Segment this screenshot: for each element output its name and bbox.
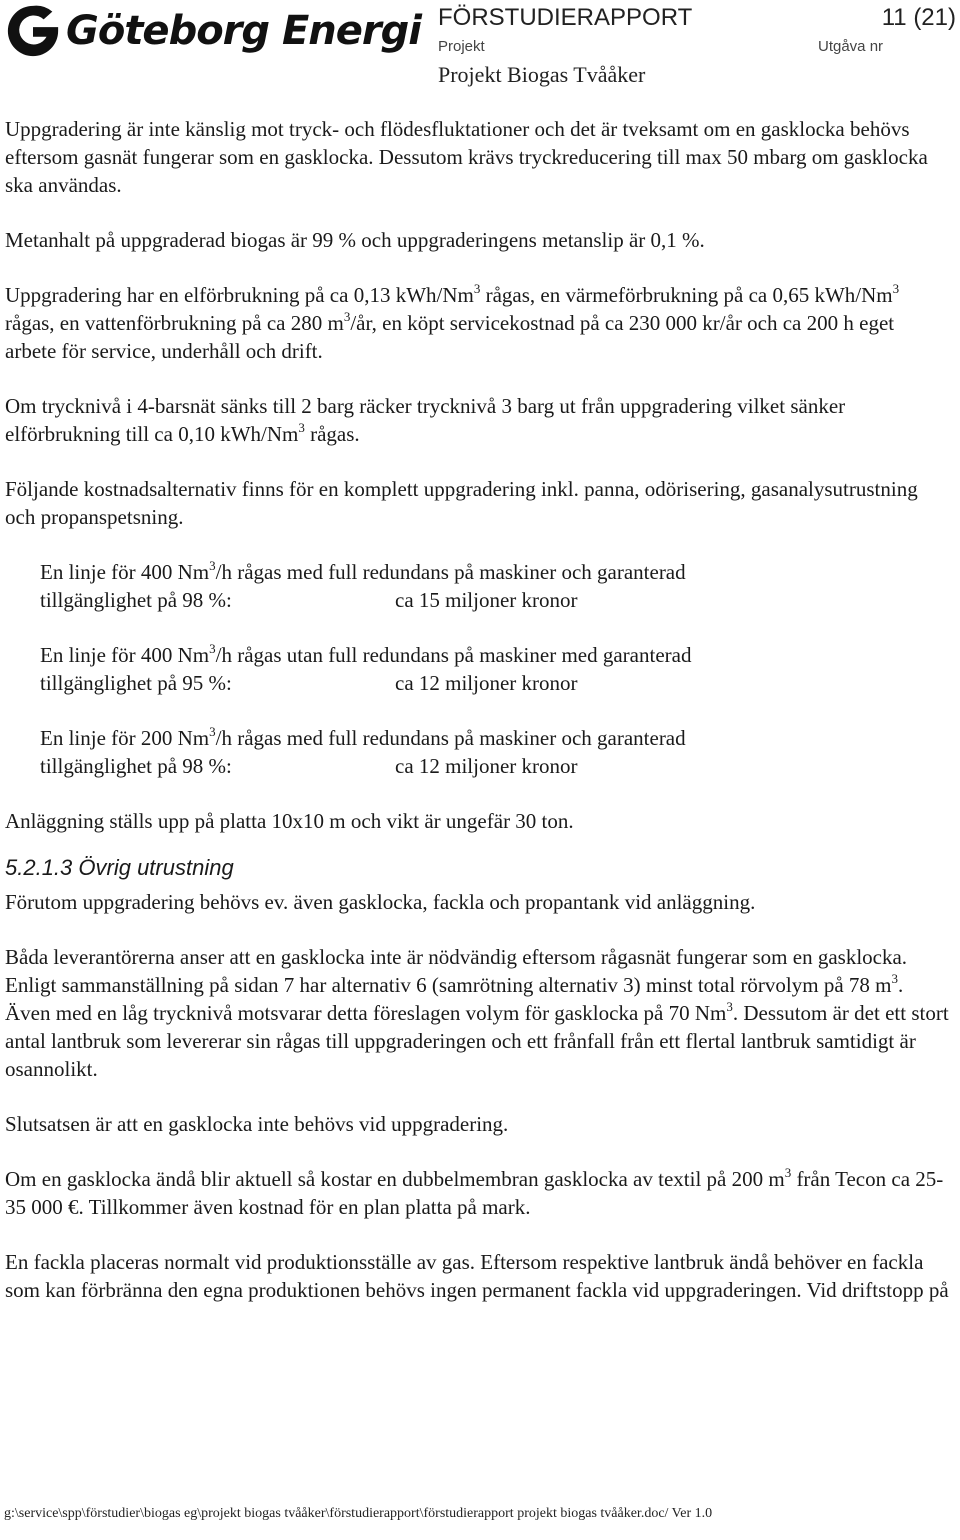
paragraph-pressure-level: Om trycknivå i 4-barsnät sänks till 2 barg räcker trycknivå 3 barg ut från uppgradering vilket sänker elförbrukning till ca 0,10 kWh/Nm$^3$ rågas. (5, 394, 846, 446)
document-type: FÖRSTUDIERAPPORT (438, 4, 693, 31)
paragraph-methane: Metanhalt på uppgraderad biogas är 99 % och uppgraderingens metanslip är 0,1 %. (5, 228, 705, 252)
document-body (5, 115, 950, 1331)
paragraph-installation: Anläggning ställs upp på platta 10x10 m och vikt är ungefär 30 ton. (5, 809, 574, 833)
paragraph-flare: En fackla placeras normalt vid produktionsställe av gas. Eftersom respektive lantbruk ändå behöver en fackla som kan förbränna den egna produktionen behövs ingen permanent fackla vid uppgraderingen. Vid driftstopp på (5, 1250, 949, 1302)
cost-value: ca 12 miljoner kronor (395, 671, 578, 695)
cost-value: ca 12 miljoner kronor (395, 754, 578, 778)
project-name: Projekt Biogas Tvååker (438, 62, 646, 87)
paragraph-consumption: Uppgradering har en elförbrukning på ca 0,13 kWh/Nm$^3$ rågas, en värmeförbrukning på ca 0,65 kWh/Nm$^3$ rågas, en vattenförbrukning på ca 280 $m^3/år$, en köpt servicekostnad på ca 230 000 kr/år och ca 200 h eget arbete för service, underhåll och drift. (5, 281, 900, 363)
logo-text: Göteborg Energi (66, 8, 421, 54)
cost-alternative-2: En linje för 400 Nm$^3$/h rågas utan full redundans på maskiner med garanterad tillgänglighet på 95 %: ca 12 miljoner kronor (40, 641, 692, 695)
paragraph-conclusion: Slutsatsen är att en gasklocka inte behövs vid uppgradering. (5, 1112, 509, 1136)
page-header (0, 0, 960, 100)
paragraph-suppliers: Båda leverantörerna anser att en gasklocka inte är nödvändig eftersom rågasnät fungerar som en gasklocka. Enligt sammanställning på sidan 7 har alternativ 6 (samrötning alternativ 3) minst total rörvolym på 78 $m^3$. Även med en låg trycknivå motsvarar detta föreslagen volym för gasklocka på 70 Nm$^3$. Dessutom är det ett stort antal lantbruk som levererar sin rågas till uppgraderingen och ett frånfall från ett flertal lantbruk samtidigt är osannolikt. (5, 945, 949, 1081)
cost-value: ca 15 miljoner kronor (395, 588, 578, 612)
project-label: Projekt (438, 38, 485, 55)
paragraph-cost-intro: Följande kostnadsalternativ finns för en komplett uppgradering inkl. panna, odörisering, gasanalysutrustning och propanspetsning. (5, 477, 918, 529)
edition-label: Utgåva nr (818, 38, 884, 55)
cost-alternative-3: En linje för 200 Nm$^3$/h rågas med full redundans på maskiner och garanterad tillgänglighet på 98 %: ca 12 miljoner kronor (40, 724, 686, 778)
cost-alternative-1: En linje för 400 Nm$^3$/h rågas med full redundans på maskiner och garanterad tillgänglighet på 98 %: ca 15 miljoner kronor (40, 558, 686, 612)
goteborg-energi-logo-icon (4, 2, 62, 60)
paragraph-pressure: Uppgradering är inte känslig mot tryck- och flödesfluktationer och det är tveksamt om en gasklocka behövs eftersom gasnät fungerar som en gasklocka. Dessutom krävs tryckreducering till max 50 mbarg om gasklocka ska användas. (5, 117, 928, 197)
section-heading: 5.2.1.3 Övrig utrustning (5, 855, 234, 880)
file-path-footer: g:\service\spp\förstudier\biogas eg\projekt biogas tvååker\förstudierapport\förstudierapport projekt biogas tvååker.doc/ Ver 1.0 (4, 1506, 713, 1521)
company-logo (4, 2, 421, 60)
paragraph-equipment: Förutom uppgradering behövs ev. även gasklocka, fackla och propantank vid anläggning. (5, 890, 756, 914)
page-number: 11 (21) (881, 4, 956, 31)
paragraph-gasholder-cost: Om en gasklocka ändå blir aktuell så kostar en dubbelmembran gasklocka av textil på 200 $m^3$ från Tecon ca 25-35 000 €. Tillkommer även kostnad för en plan platta på mark. (5, 1165, 944, 1219)
